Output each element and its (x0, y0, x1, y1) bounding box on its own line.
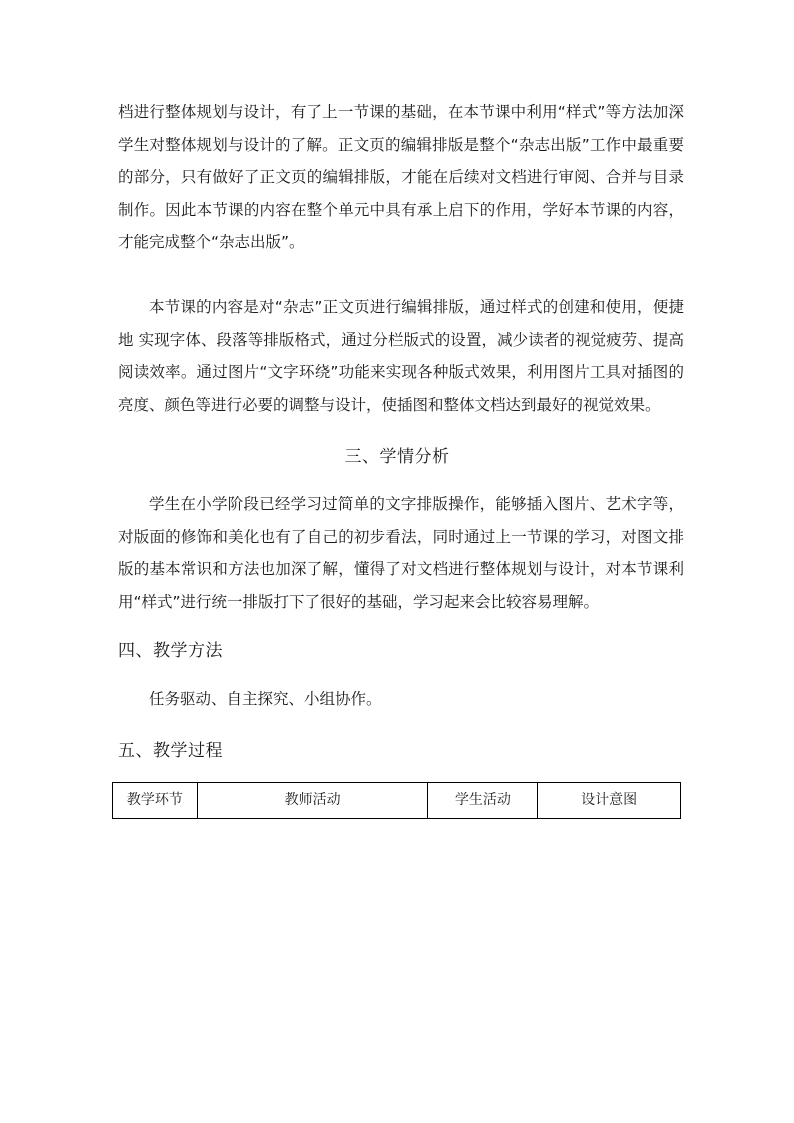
table-header-cell-student-activity: 学生活动 (428, 783, 538, 819)
table-header-cell-teacher-activity: 教师活动 (197, 783, 428, 819)
section-heading-learner-analysis: 三、学情分析 (344, 447, 450, 467)
paragraph-content-overview: 档进行整体规划与设计，有了上一节课的基础，在本节课中利用“样式”等方法加深学生对整体规划与设计的了解。正文页的编辑排版是整个“杂志出版”工作中最重要的部分，只有做好了正文页的编辑排版，才能在后续对文档进行审阅、合并与目录制作。因此本节课的内容在整个单元中具有承上启下的作用，学好本节课的内容，才能完成整个“杂志出版”。 (118, 103, 684, 251)
section-heading-teaching-methods: 四、教学方法 (118, 641, 223, 661)
table-header-cell-design-intent: 设计意图 (538, 783, 681, 819)
teaching-process-table (112, 782, 681, 819)
paragraph-teaching-methods: 任务驱动、自主探究、小组协作。 (149, 690, 382, 708)
section-heading-teaching-process: 五、教学过程 (118, 741, 223, 761)
table-header-cell-stage: 教学环节 (113, 783, 198, 819)
paragraph-learner-analysis: 学生在小学阶段已经学习过简单的文字排版操作，能够插入图片、艺术字等，对版面的修饰和美化也有了自己的初步看法，同时通过上一节课的学习，对图文排版的基本常识和方法也加深了解，懂得了对文档进行整体规划与设计，对本节课利用“样式”进行统一排版打下了很好的基础，学习起来会比较容易理解。 (118, 495, 684, 611)
paragraph-content-details: 本节课的内容是对“杂志”正文页进行编辑排版，通过样式的创建和使用，便捷地 实现字体、段落等排版格式，通过分栏版式的设置，减少读者的视觉疲劳、提高阅读效率。通过图片“文字环绕”功能来实现各种版式效果，利用图片工具对插图的亮度、颜色等进行必要的调整与设计，使插图和整体文档达到最好的视觉效果。 (118, 298, 684, 414)
table-header-row (113, 783, 681, 819)
